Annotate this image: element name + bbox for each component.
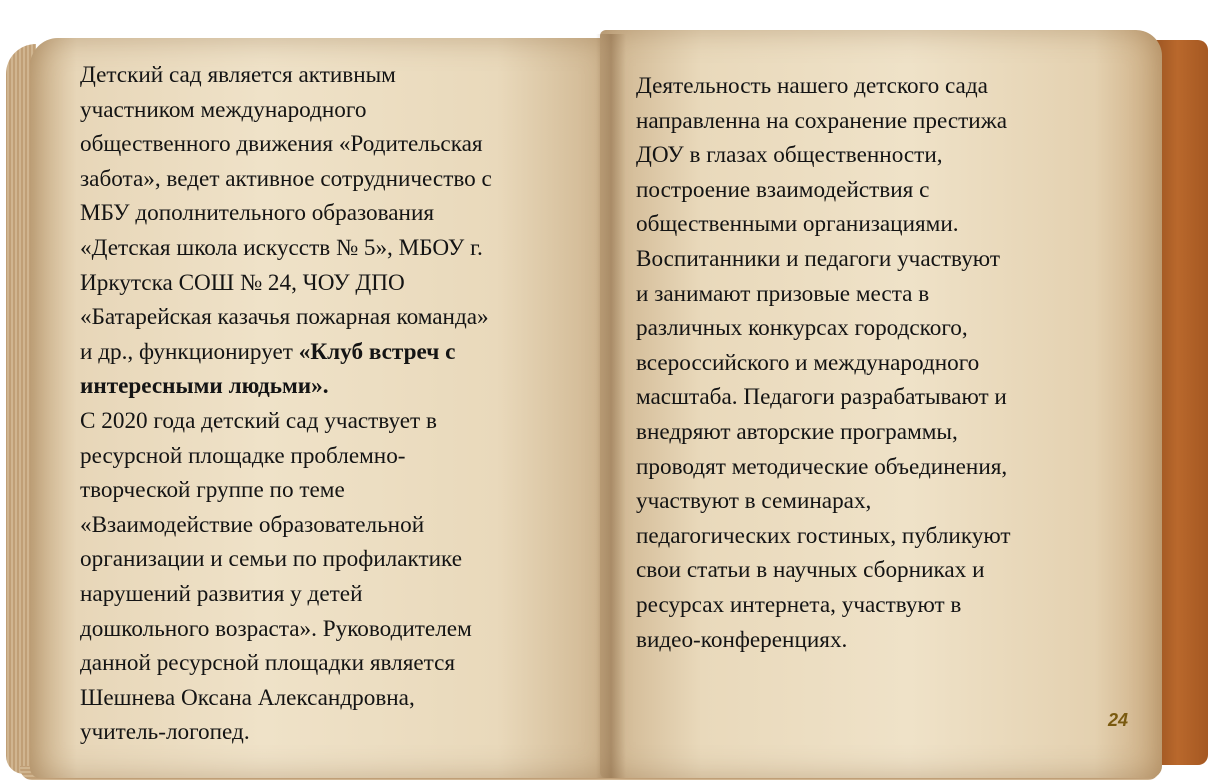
text-line: забота», ведет активное сотрудничество с (80, 165, 492, 192)
text-line: построение взаимодействия с (636, 176, 930, 203)
page-number: 24 (1108, 710, 1129, 730)
text-line: общественного движения «Родительская (80, 131, 483, 158)
text-line: ДОУ в глазах общественности, (636, 142, 943, 169)
text-line: Воспитанники и педагоги участвуют (636, 245, 1000, 272)
text-line: С 2020 года детский сад участвует в (80, 407, 437, 434)
text-line: участвуют в семинарах, (636, 488, 872, 515)
club-name-bold: «Клуб встреч с (298, 338, 456, 365)
text-line: Деятельность нашего детского сада (636, 73, 988, 99)
text-line: Детский сад является активным (80, 62, 396, 88)
text-line: свои статьи в научных сборниках и (636, 557, 985, 584)
left-page-text (80, 58, 492, 750)
text-line: ресурсах интернета, участвуют в (636, 591, 962, 618)
text-line: нарушений развития у детей (80, 580, 363, 607)
text-line: «Батарейская казачья пожарная команда» (80, 304, 489, 331)
text-line: «Взаимодействие образовательной (80, 511, 425, 538)
text-line: «Детская школа искусств № 5», МБОУ г. (80, 234, 483, 261)
text-line: данной ресурсной площадки является (80, 650, 456, 677)
text-line: видео-конференциях. (636, 626, 848, 653)
text-segment: и др., функционирует (80, 338, 299, 365)
text-line: масштаба. Педагоги разрабатывают и (636, 384, 1007, 411)
text-line: различных конкурсах городского, (636, 315, 968, 342)
club-name-bold: интересными людьми». (80, 373, 329, 400)
text-line: направленна на сохранение престижа (636, 107, 1008, 134)
text-line: общественными организациями. (636, 211, 959, 238)
text-line: педагогических гостиных, публикуют (636, 522, 1011, 549)
right-page-text (636, 69, 1011, 657)
text-line: участником международного (80, 96, 367, 123)
text-line: и занимают призовые места в (636, 280, 930, 307)
text-line (80, 369, 492, 404)
text-line: внедряют авторские программы, (636, 418, 958, 445)
text-line: Шешнева Оксана Александровна, (80, 684, 415, 711)
text-line: МБУ дополнительного образования (80, 200, 435, 227)
text-line: учитель-логопед. (80, 719, 250, 746)
text-line: ресурсной площадке проблемно- (80, 442, 406, 469)
book-gutter (596, 34, 626, 778)
text-line: организации и семьи по профилактике (80, 546, 462, 573)
text-line: всероссийского и международного (636, 349, 980, 376)
text-line: творческой группе по теме (80, 477, 345, 504)
text-line: Иркутска СОШ № 24, ЧОУ ДПО (80, 269, 405, 296)
text-line: проводят методические объединения, (636, 453, 1008, 480)
text-line (80, 335, 492, 370)
text-line: дошкольного возраста». Руководителем (80, 615, 472, 642)
